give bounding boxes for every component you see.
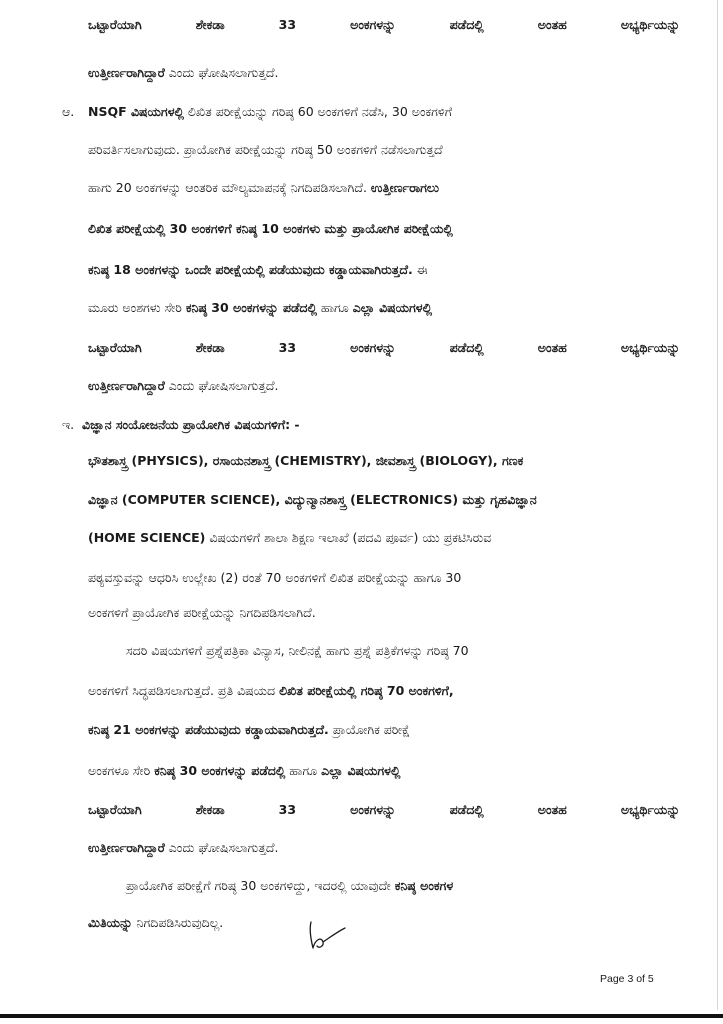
text-line: ಮೂರು ಅಂಶಗಳು ಸೇರಿ ಕನಿಷ್ಠ 30 ಅಂಕಗಳನ್ನು ಪಡೆದಲ್ಲಿ ಹಾಗೂ ಎಲ್ಲಾ ವಿಷಯಗಳಲ್ಲಿ (88, 300, 433, 315)
text-line: ಮಿತಿಯನ್ನು ನಿಗದಿಪಡಿಸಿರುವುದಿಲ್ಲ. (88, 915, 224, 930)
text-line: ವಿಜ್ಞಾನ (COMPUTER SCIENCE), ವಿದ್ಯುನ್ಮಾನಶಾಸ್ತ್ರ (ELECTRONICS) ಮತ್ತು ಗೃಹವಿಜ್ಞಾನ (88, 492, 537, 507)
text-line: ಒಟ್ಟಾರೆಯಾಗಿ ಶೇಕಡಾ 33 ಅಂಕಗಳನ್ನು ಪಡೆದಲ್ಲಿ ಅಂತಹ ಅಭ್ಯರ್ಥಿಯನ್ನು (88, 17, 680, 32)
text-line: ಲಿಖಿತ ಪರೀಕ್ಷೆಯಲ್ಲಿ 30 ಅಂಕಗಳಿಗೆ ಕನಿಷ್ಠ 10 ಅಂಕಗಳು ಮತ್ತು ಪ್ರಾಯೋಗಿಕ ಪರೀಕ್ಷೆಯಲ್ಲಿ (88, 221, 453, 236)
text-line: ಅಂಕಗಳಿಗೆ ಸಿದ್ಧಪಡಿಸಲಾಗುತ್ತದೆ. ಪ್ರತಿ ವಿಷಯದ ಲಿಖಿತ ಪರೀಕ್ಷೆಯಲ್ಲಿ ಗರಿಷ್ಠ 70 ಅಂಕಗಳಿಗೆ, (88, 683, 454, 698)
text-line: ಉತ್ತೀರ್ಣರಾಗಿದ್ದಾರೆ ಎಂದು ಘೋಷಿಸಲಾಗುತ್ತದೆ. (88, 840, 279, 855)
text-line: ಒಟ್ಟಾರೆಯಾಗಿ ಶೇಕಡಾ 33 ಅಂಕಗಳನ್ನು ಪಡೆದಲ್ಲಿ ಅಂತಹ ಅಭ್ಯರ್ಥಿಯನ್ನು (88, 340, 680, 355)
section-heading: ವಿಜ್ಞಾನ ಸಂಯೋಜನೆಯ ಪ್ರಾಯೋಗಿಕ ವಿಷಯಗಳಿಗೆ: - (82, 417, 300, 432)
text-line: ಪಠ್ಯವಸ್ತುವನ್ನು ಆಧರಿಸಿ ಉಲ್ಲೇಖ (2) ರಂತೆ 70 ಅಂಕಗಳಿಗೆ ಲಿಖಿತ ಪರೀಕ್ಷೆಯನ್ನು ಹಾಗೂ 30 (88, 570, 462, 585)
bottom-border (0, 1014, 723, 1018)
text-line: ಕನಿಷ್ಠ 18 ಅಂಕಗಳನ್ನು ಒಂದೇ ಪರೀಕ್ಷೆಯಲ್ಲಿ ಪಡೆಯುವುದು ಕಡ್ಡಾಯವಾಗಿರುತ್ತದೆ. ಈ (88, 262, 428, 277)
text-line: ಉತ್ತೀರ್ಣರಾಗಿದ್ದಾರೆ ಎಂದು ಘೋಷಿಸಲಾಗುತ್ತದೆ. (88, 65, 279, 80)
text-line: ಅಂಕಗಳಿಗೆ ಪ್ರಾಯೋಗಿಕ ಪರೀಕ್ಷೆಯನ್ನು ನಿಗದಿಪಡಿಸಲಾಗಿದೆ. (88, 605, 316, 620)
text-line: (HOME SCIENCE) ವಿಷಯಗಳಿಗೆ ಶಾಲಾ ಶಿಕ್ಷಣ ಇಲಾಖೆ (ಪದವಿ ಪೂರ್ವ) ಯು ಪ್ರಕಟಿಸಿರುವ (88, 530, 492, 545)
text-line: ಒಟ್ಟಾರೆಯಾಗಿ ಶೇಕಡಾ 33 ಅಂಕಗಳನ್ನು ಪಡೆದಲ್ಲಿ ಅಂತಹ ಅಭ್ಯರ್ಥಿಯನ್ನು (88, 802, 680, 817)
scan-edge (717, 0, 718, 1010)
signature-initial (305, 918, 347, 952)
list-marker: ಇ. (62, 417, 75, 432)
text-line: ಪರಿವರ್ತಿಸಲಾಗುವುದು. ಪ್ರಾಯೋಗಿಕ ಪರೀಕ್ಷೆಯನ್ನು ಗರಿಷ್ಠ 50 ಅಂಕಗಳಿಗೆ ನಡೆಸಲಾಗುತ್ತದೆ (88, 142, 443, 157)
text-line: NSQF ವಿಷಯಗಳಲ್ಲಿ ಲಿಖಿತ ಪರೀಕ್ಷೆಯನ್ನು ಗರಿಷ್ಠ 60 ಅಂಕಗಳಿಗೆ ನಡೆಸಿ, 30 ಅಂಕಗಳಿಗೆ (88, 104, 452, 119)
text-line: ಕನಿಷ್ಠ 21 ಅಂಕಗಳನ್ನು ಪಡೆಯುವುದು ಕಡ್ಡಾಯವಾಗಿರುತ್ತದೆ. ಪ್ರಾಯೋಗಿಕ ಪರೀಕ್ಷೆ (88, 722, 411, 737)
page-number: Page 3 of 5 (600, 973, 654, 985)
text-line: ಅಂಕಗಳೂ ಸೇರಿ ಕನಿಷ್ಠ 30 ಅಂಕಗಳನ್ನು ಪಡೆದಲ್ಲಿ ಹಾಗೂ ಎಲ್ಲಾ ವಿಷಯಗಳಲ್ಲಿ (88, 763, 401, 778)
text-line: ಪ್ರಾಯೋಗಿಕ ಪರೀಕ್ಷೆಗೆ ಗರಿಷ್ಠ 30 ಅಂಕಗಳಿದ್ದು, ಇದರಲ್ಲಿ ಯಾವುದೇ ಕನಿಷ್ಠ ಅಂಕಗಳ (126, 878, 454, 893)
text-line: ಹಾಗು 20 ಅಂಕಗಳನ್ನು ಆಂತರಿಕ ಮೌಲ್ಯಮಾಪನಕ್ಕೆ ನಿಗದಿಪಡಿಸಲಾಗಿದೆ. ಉತ್ತೀರ್ಣರಾಗಲು (88, 180, 439, 195)
text-line: ಭೌತಶಾಸ್ತ್ರ (PHYSICS), ರಸಾಯನಶಾಸ್ತ್ರ (CHEMISTRY), ಜೀವಶಾಸ್ತ್ರ (BIOLOGY), ಗಣಕ (88, 453, 524, 468)
text-line: ಉತ್ತೀರ್ಣರಾಗಿದ್ದಾರೆ ಎಂದು ಘೋಷಿಸಲಾಗುತ್ತದೆ. (88, 378, 279, 393)
list-marker: ಆ. (62, 104, 75, 119)
text-line: ಸದರಿ ವಿಷಯಗಳಿಗೆ ಪ್ರಶ್ನೆಪತ್ರಿಕಾ ವಿನ್ಯಾಸ, ನೀಲಿನಕ್ಷೆ ಹಾಗು ಪ್ರಶ್ನೆ ಪತ್ರಿಕೆಗಳನ್ನು ಗರಿಷ್ಠ 70 (126, 643, 469, 658)
